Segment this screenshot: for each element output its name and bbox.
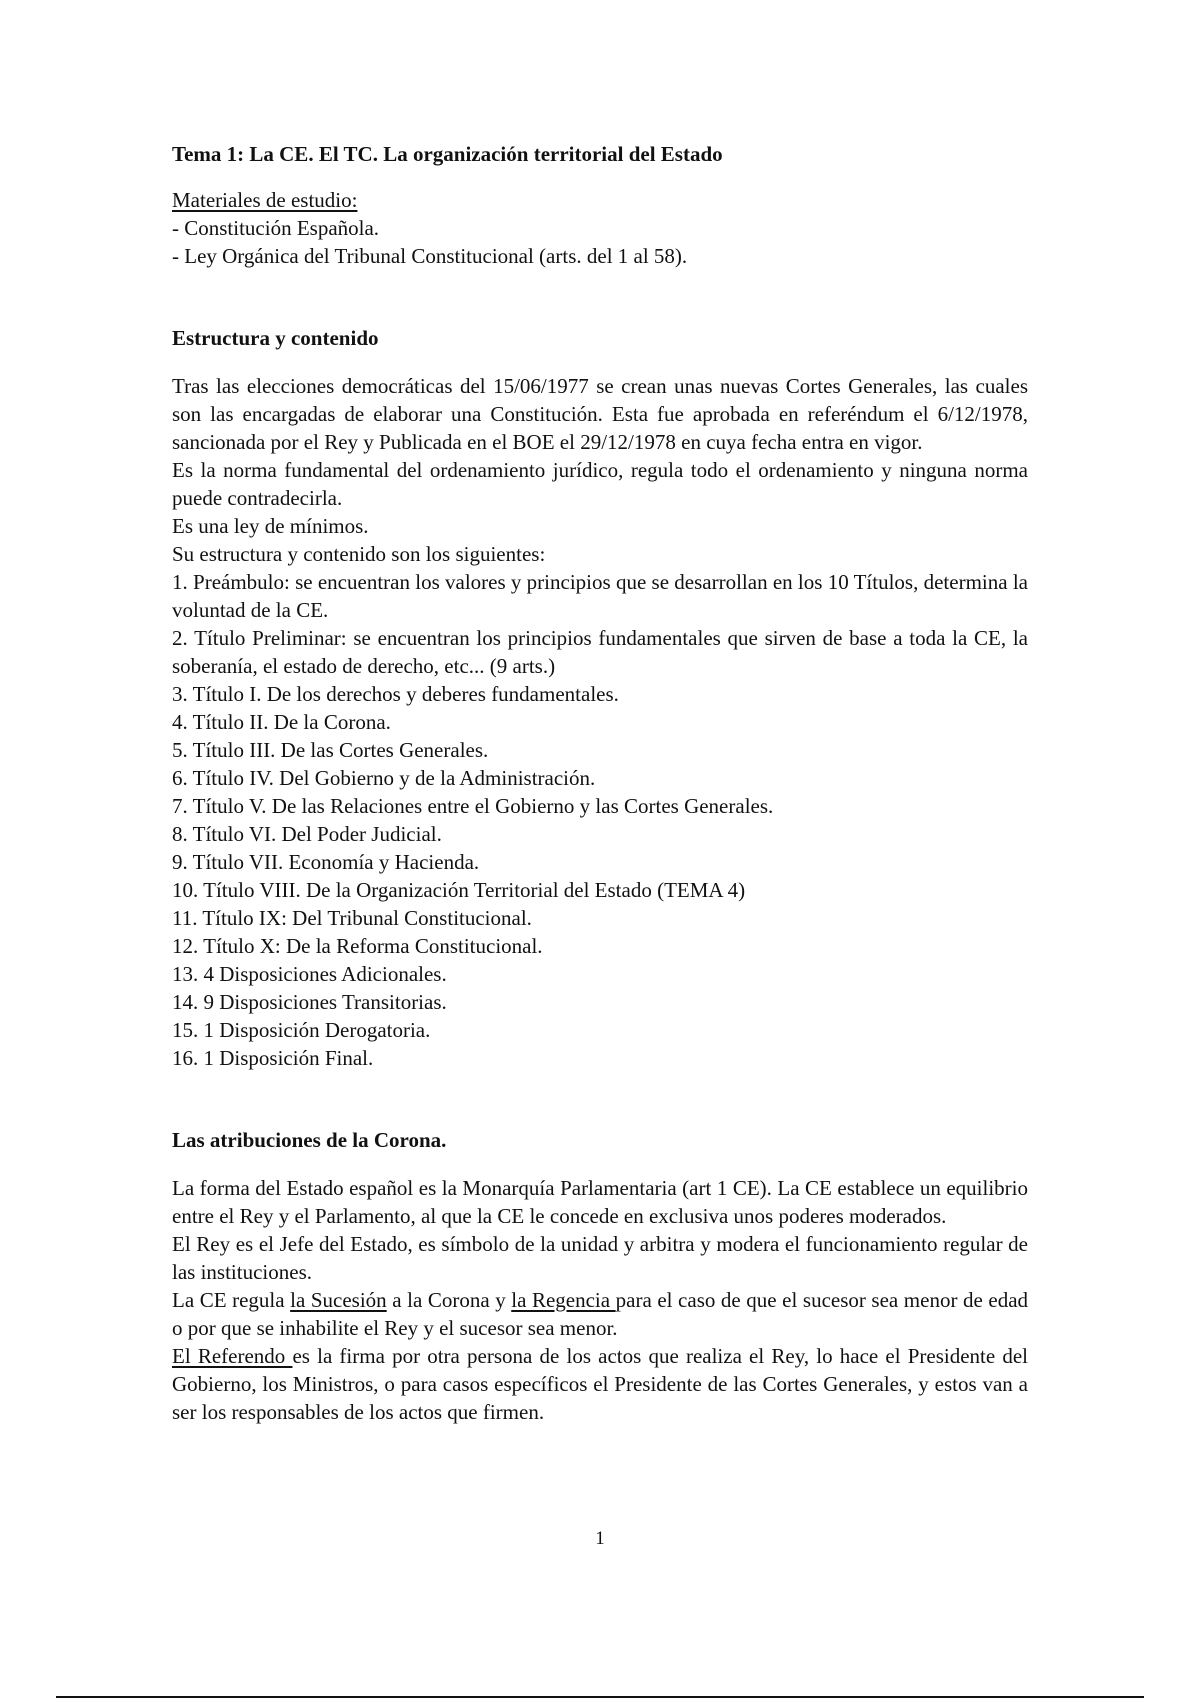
document-page	[172, 140, 1028, 1426]
section-body-estructura	[172, 372, 1028, 1072]
paragraph: Es una ley de mínimos.	[172, 514, 369, 538]
text-run: a la Corona y	[386, 1288, 512, 1312]
text-run: es la firma por otra persona de los actos que realiza el Rey, lo hace el Presidente del Gobierno, los Ministros, o para casos específicos el Presidente de las Cortes Generales, y estos van a ser los responsables de los actos que firmen.	[172, 1344, 1028, 1424]
list-item: 9. Título VII. Economía y Hacienda.	[172, 850, 480, 874]
section-heading-estructura: Estructura y contenido	[172, 326, 379, 350]
list-item: 10. Título VIII. De la Organización Territorial del Estado (TEMA 4)	[172, 878, 746, 902]
materials-block	[172, 186, 1028, 270]
list-item: 3. Título I. De los derechos y deberes fundamentales.	[172, 682, 619, 706]
list-item: 4. Título II. De la Corona.	[172, 710, 391, 734]
list-item: 1. Preámbulo: se encuentran los valores y principios que se desarrollan en los 10 Títulos, determina la voluntad de la CE.	[172, 570, 1028, 622]
materials-item: - Constitución Española.	[172, 216, 380, 240]
text-run: La CE regula	[172, 1288, 291, 1312]
materials-item: - Ley Orgánica del Tribunal Constitucional (arts. del 1 al 58).	[172, 244, 688, 268]
paragraph: El Rey es el Jefe del Estado, es símbolo de la unidad y arbitra y modera el funcionamiento regular de las instituciones.	[172, 1232, 1028, 1284]
list-item: 16. 1 Disposición Final.	[172, 1046, 374, 1070]
underlined-term-referendo: El Referendo	[172, 1344, 293, 1368]
list-item: 5. Título III. De las Cortes Generales.	[172, 738, 489, 762]
list-item: 11. Título IX: Del Tribunal Constitucional.	[172, 906, 532, 930]
page-number: 1	[595, 1528, 605, 1549]
list-item: 2. Título Preliminar: se encuentran los principios fundamentales que sirven de base a toda la CE, la soberanía, el estado de derecho, etc... (9 arts.)	[172, 626, 1028, 678]
document-title: Tema 1: La CE. El TC. La organización territorial del Estado	[172, 142, 723, 166]
list-item: 7. Título V. De las Relaciones entre el Gobierno y las Cortes Generales.	[172, 794, 774, 818]
list-item: 15. 1 Disposición Derogatoria.	[172, 1018, 431, 1042]
paragraph-referendo	[172, 1342, 1028, 1426]
materials-label: Materiales de estudio:	[172, 188, 358, 212]
underlined-term-sucesion: la Sucesión	[290, 1288, 387, 1312]
paragraph: Su estructura y contenido son los siguientes:	[172, 542, 546, 566]
underlined-term-regencia: la Regencia	[511, 1288, 616, 1312]
list-item: 6. Título IV. Del Gobierno y de la Administración.	[172, 766, 596, 790]
text-run: para el caso de que el sucesor sea menor de edad o por que se inhabilite el Rey y el sucesor sea menor.	[172, 1288, 1029, 1340]
list-item: 12. Título X: De la Reforma Constitucional.	[172, 934, 543, 958]
paragraph-sucesion	[172, 1286, 1028, 1342]
paragraph: La forma del Estado español es la Monarquía Parlamentaria (art 1 CE). La CE establece un equilibrio entre el Rey y el Parlamento, al que la CE le concede en exclusiva unos poderes moderados.	[172, 1176, 1028, 1228]
section-heading-corona: Las atribuciones de la Corona.	[172, 1128, 447, 1152]
paragraph: Es la norma fundamental del ordenamiento jurídico, regula todo el ordenamiento y ninguna norma puede contradecirla.	[172, 458, 1028, 510]
list-item: 13. 4 Disposiciones Adicionales.	[172, 962, 447, 986]
footer-rule	[56, 1696, 1144, 1698]
list-item: 14. 9 Disposiciones Transitorias.	[172, 990, 447, 1014]
section-body-corona	[172, 1174, 1028, 1426]
paragraph: Tras las elecciones democráticas del 15/06/1977 se crean unas nuevas Cortes Generales, las cuales son las encargadas de elaborar una Constitución. Esta fue aprobada en referéndum el 6/12/1978, sancionada por el Rey y Publicada en el BOE el 29/12/1978 en cuya fecha entra en vigor.	[172, 374, 1028, 454]
list-item: 8. Título VI. Del Poder Judicial.	[172, 822, 442, 846]
